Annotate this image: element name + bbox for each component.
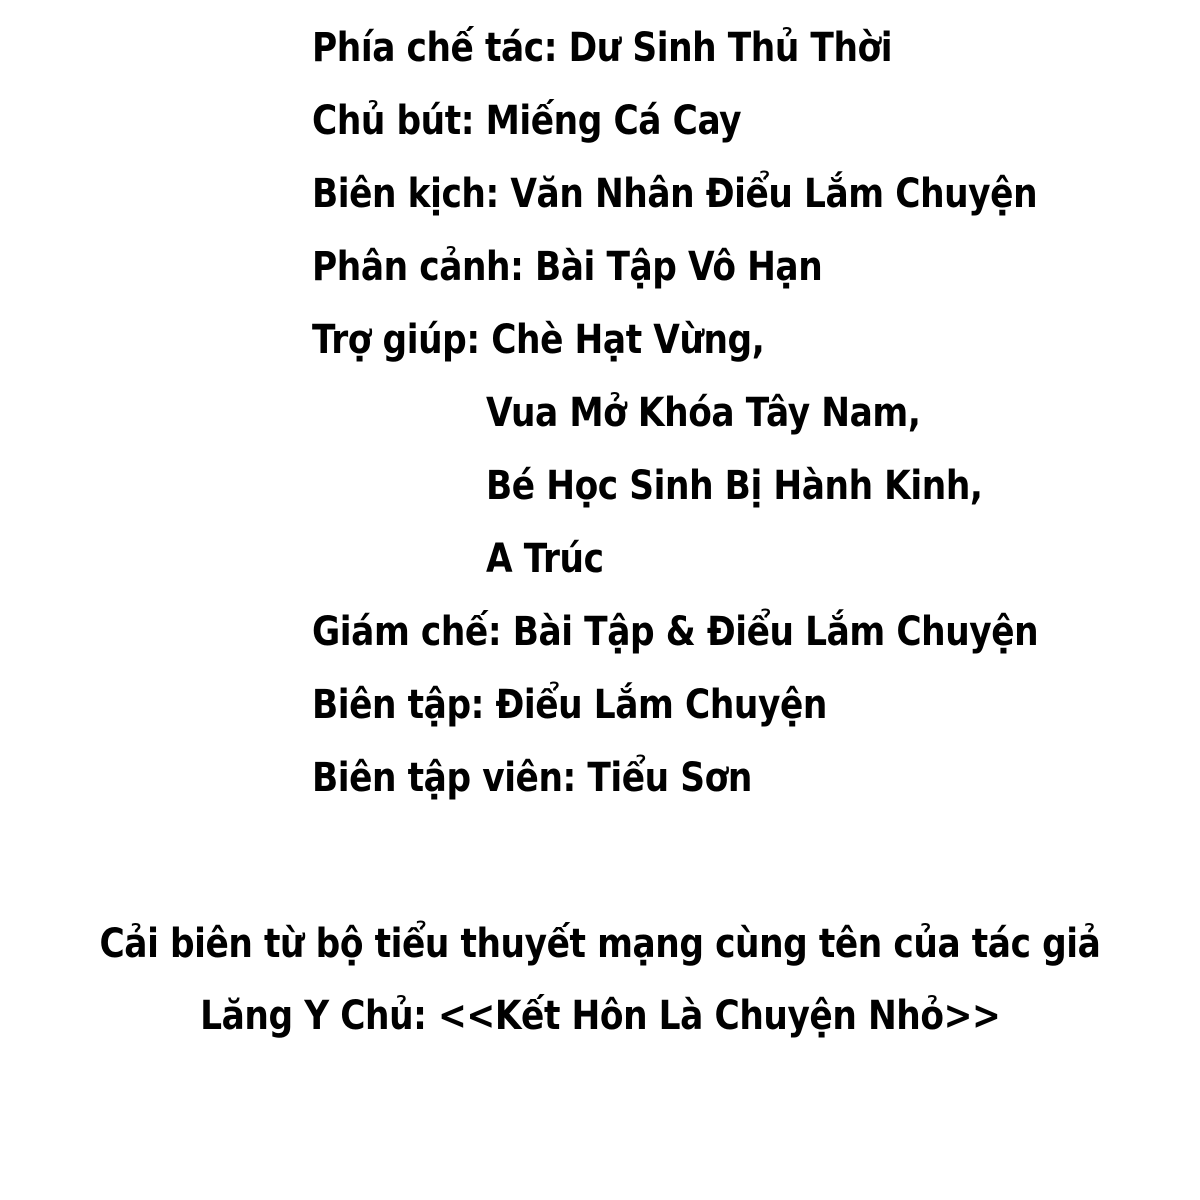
credit-editor-staff: Biên tập viên: Tiểu Sơn bbox=[312, 755, 752, 801]
source-line-1-text: Cải biên từ bộ tiểu thuyết mạng cùng tên của tác giả bbox=[99, 921, 1101, 967]
credit-lead-author: Chủ bút: Miếng Cá Cay bbox=[312, 98, 742, 144]
source-line-2-text: Lăng Y Chủ: <<Kết Hôn Là Chuyện Nhỏ>> bbox=[199, 993, 1001, 1039]
credit-assistant-4: A Trúc bbox=[486, 536, 604, 582]
credit-supervisor: Giám chế: Bài Tập & Điểu Lắm Chuyện bbox=[312, 609, 1039, 655]
source-line-2 bbox=[0, 986, 1200, 1046]
credit-production: Phía chế tác: Dư Sinh Thủ Thời bbox=[312, 25, 893, 71]
credit-editor: Biên tập: Điểu Lắm Chuyện bbox=[312, 682, 827, 728]
credit-assistant-3: Bé Học Sinh Bị Hành Kinh, bbox=[486, 463, 983, 509]
credit-assistant-2: Vua Mở Khóa Tây Nam, bbox=[486, 390, 921, 436]
credit-storyboard: Phân cảnh: Bài Tập Vô Hạn bbox=[312, 244, 823, 290]
credit-script: Biên kịch: Văn Nhân Điểu Lắm Chuyện bbox=[312, 171, 1038, 217]
credit-assistant-1: Trợ giúp: Chè Hạt Vừng, bbox=[312, 317, 765, 363]
source-line-1 bbox=[0, 914, 1200, 974]
